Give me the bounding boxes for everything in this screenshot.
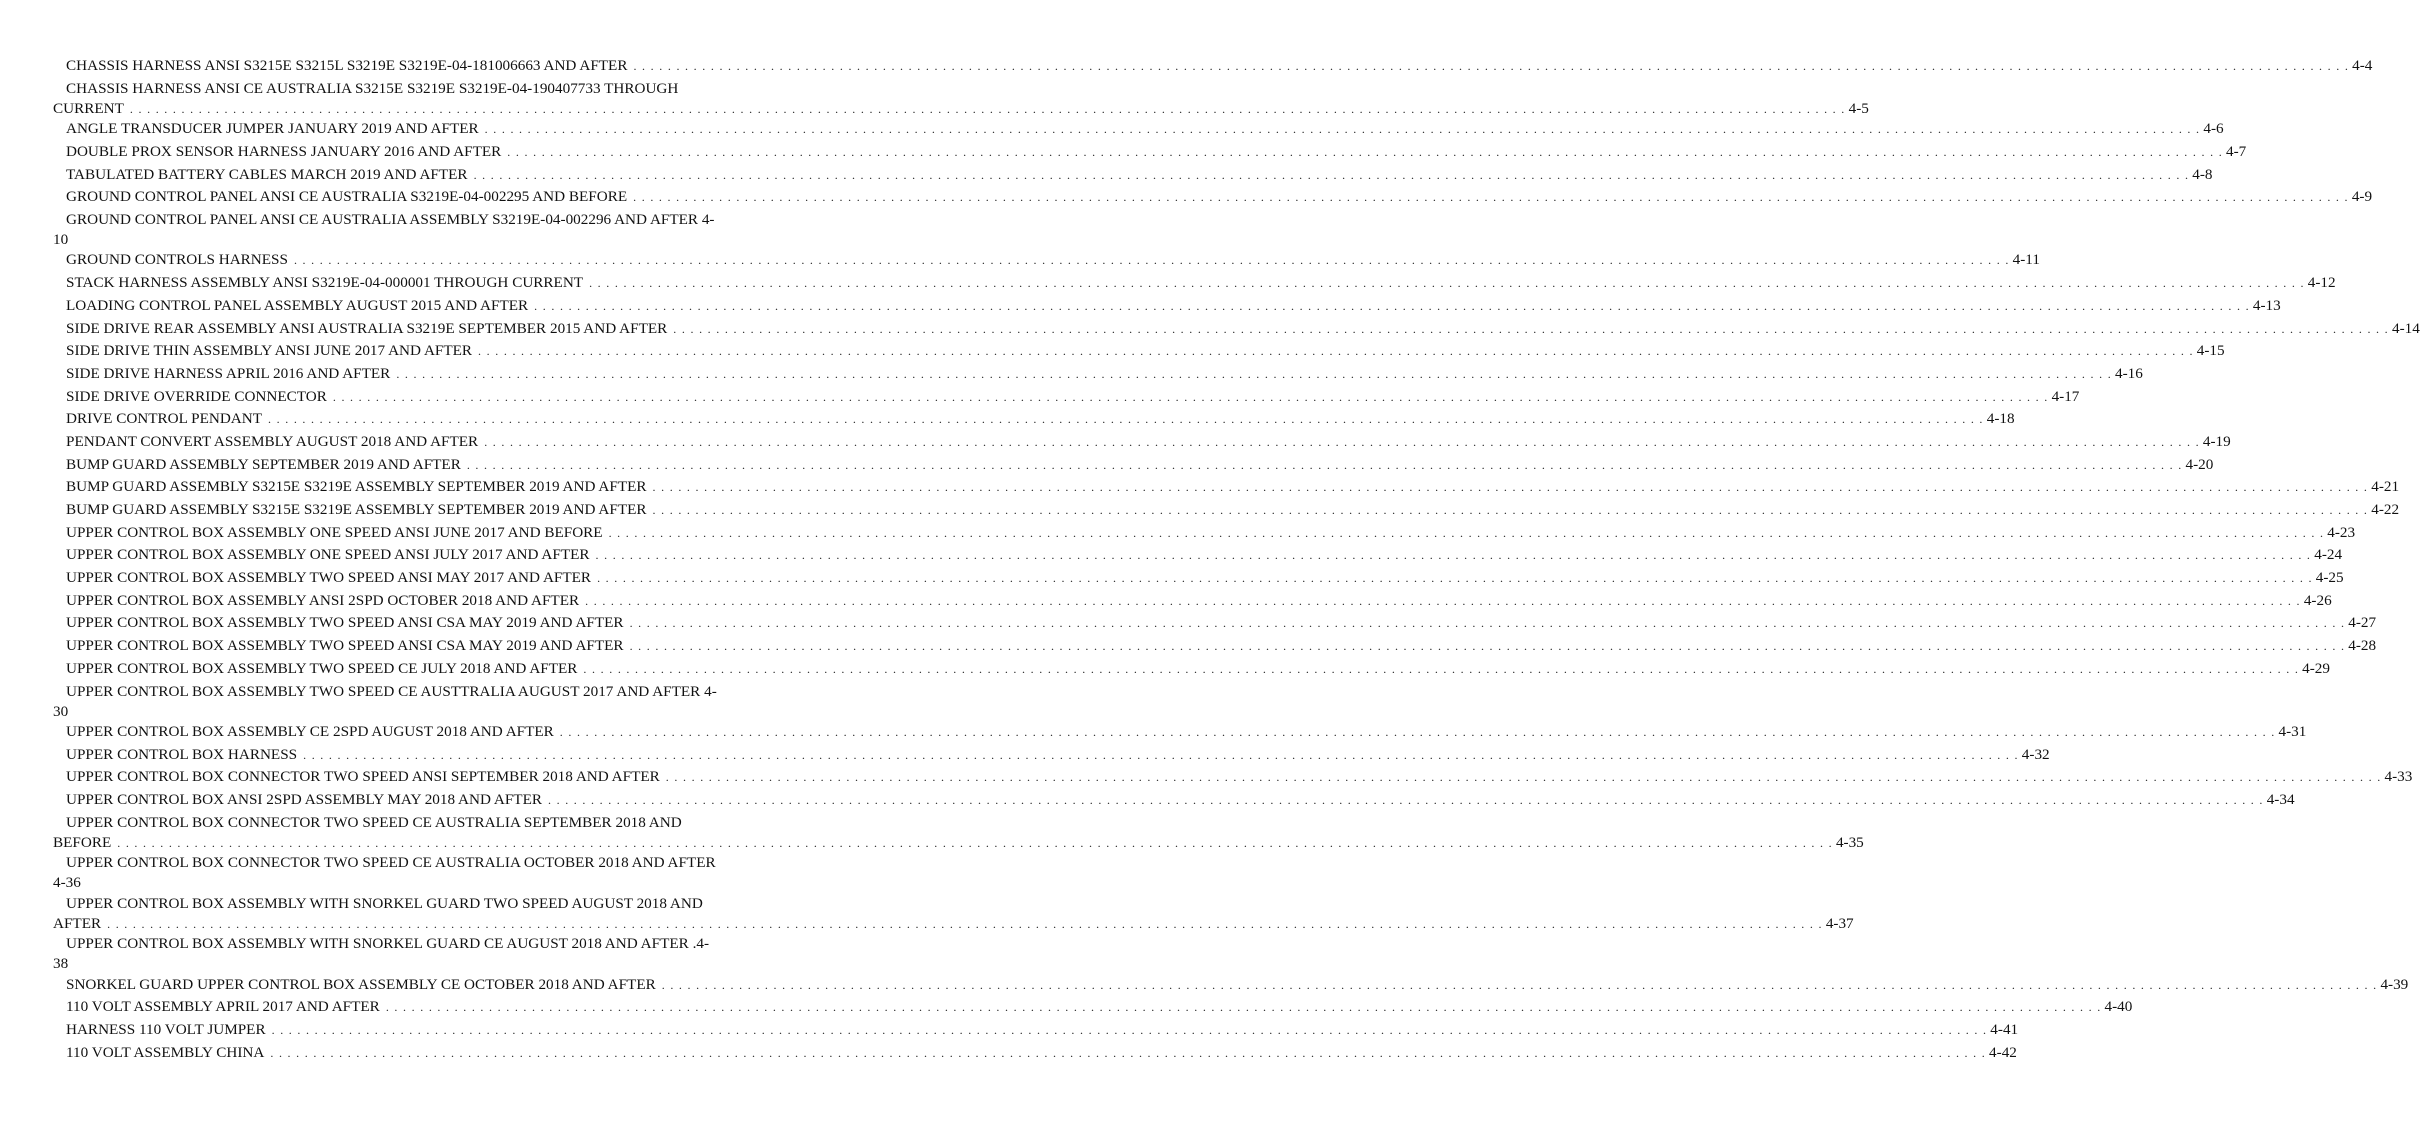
- toc-entry-title: DRIVE CONTROL PENDANT: [66, 410, 263, 428]
- toc-entry[interactable]: [53, 165, 2213, 188]
- toc-entry-page: 4-25: [2315, 569, 2344, 587]
- toc-entry[interactable]: [53, 767, 2413, 790]
- dot-leader: . . . . . . . . . . . . . . . . . . . . . . . . . . . . . . . . . . . . . . . . . . . . . . . . . . . . . . . . . . . . . . . . . . . . . . . . . . . . . . . . . . . . . . . . . . . . . . . . . . . . . . . . . . . . . . . . . . . . . . . . . . . . . . . . . . . . . . . . . . . . . . . . . . . . . . . . . . . . . . . . . . . . . . . . . . . . . . . . . . . . . . . . . . . . . . . . . . . . . . . .: [595, 548, 2312, 563]
- toc-entry-title: CHASSIS HARNESS ANSI S3215E S3215L S3219E S3219E-04-181006663 AND AFTER: [66, 57, 628, 74]
- toc-entry[interactable]: [53, 319, 2420, 342]
- dot-leader: . . . . . . . . . . . . . . . . . . . . . . . . . . . . . . . . . . . . . . . . . . . . . . . . . . . . . . . . . . . . . . . . . . . . . . . . . . . . . . . . . . . . . . . . . . . . . . . . . . . . . . . . . . . . . . . . . . . . . . . . . . . . . . . . . . . . . . . . . . . . . . . . . . . . . . . . . . . . . . . . . . . . . . . . . . . . . . . . . . . . . . . . . . . . . . . . . . . . . . . .: [117, 835, 1833, 850]
- toc-entry-page: 4-15: [2196, 342, 2225, 360]
- toc-entry-page: 4-19: [2202, 432, 2231, 450]
- toc-entry-title: LOADING CONTROL PANEL ASSEMBLY AUGUST 2015 AND AFTER: [66, 296, 529, 314]
- dot-leader: . . . . . . . . . . . . . . . . . . . . . . . . . . . . . . . . . . . . . . . . . . . . . . . . . . . . . . . . . . . . . . . . . . . . . . . . . . . . . . . . . . . . . . . . . . . . . . . . . . . . . . . . . . . . . . . . . . . . . . . . . . . . . . . . . . . . . . . . . . . . . . . . . . . . . . . . . . . . . . . . . . . . . . . . . . . . . . . . . . . . . . . . . . . . . . . . . . . . . . . .: [652, 480, 2369, 495]
- toc-entry-title: BUMP GUARD ASSEMBLY S3215E S3219E ASSEMBLY SEPTEMBER 2019 AND AFTER: [66, 501, 647, 518]
- toc-entry[interactable]: [53, 523, 2356, 546]
- dot-leader: . . . . . . . . . . . . . . . . . . . . . . . . . . . . . . . . . . . . . . . . . . . . . . . . . . . . . . . . . . . . . . . . . . . . . . . . . . . . . . . . . . . . . . . . . . . . . . . . . . . . . . . . . . . . . . . . . . . . . . . . . . . . . . . . . . . . . . . . . . . . . . . . . . . . . . . . . . . . . . . . . . . . . . . . . . . . . . . . . . . . . . . . . . . . . . . . . . . . . . . .: [473, 167, 2190, 182]
- toc-entry-title: GROUND CONTROLS HARNESS: [66, 251, 288, 269]
- dot-leader: . . . . . . . . . . . . . . . . . . . . . . . . . . . . . . . . . . . . . . . . . . . . . . . . . . . . . . . . . . . . . . . . . . . . . . . . . . . . . . . . . . . . . . . . . . . . . . . . . . . . . . . . . . . . . . . . . . . . . . . . . . . . . . . . . . . . . . . . . . . . . . . . . . . . . . . . . . . . . . . . . . . . . . . . . . . . . . . . . . . . . . . . . . . . . . . . . . . . . . . .: [597, 571, 2313, 586]
- toc-entry-title: TABULATED BATTERY CABLES MARCH 2019 AND AFTER: [66, 165, 468, 183]
- toc-entry-page: 4-26: [2303, 591, 2332, 609]
- dot-leader: . . . . . . . . . . . . . . . . . . . . . . . . . . . . . . . . . . . . . . . . . . . . . . . . . . . . . . . . . . . . . . . . . . . . . . . . . . . . . . . . . . . . . . . . . . . . . . . . . . . . . . . . . . . . . . . . . . . . . . . . . . . . . . . . . . . . . . . . . . . . . . . . . . . . . . . . . . . . . . . . . . . . . . . . . . . . . . . . . . . . . . . . . . . . . . . . . . . . . . . .: [107, 916, 1823, 931]
- toc-entry[interactable]: [53, 894, 1854, 934]
- toc-entry-page: 4-33: [2384, 768, 2413, 786]
- toc-entry-page: 4-31: [2278, 723, 2307, 740]
- toc-entry[interactable]: [53, 790, 2295, 813]
- toc-entry[interactable]: [53, 364, 2143, 387]
- toc-entry[interactable]: [53, 997, 2133, 1020]
- toc-entry-title: GROUND CONTROL PANEL ANSI CE AUSTRALIA S3219E-04-002295 AND BEFORE: [66, 188, 628, 206]
- dot-leader: . . . . . . . . . . . . . . . . . . . . . . . . . . . . . . . . . . . . . . . . . . . . . . . . . . . . . . . . . . . . . . . . . . . . . . . . . . . . . . . . . . . . . . . . . . . . . . . . . . . . . . . . . . . . . . . . . . . . . . . . . . . . . . . . . . . . . . . . . . . . . . . . . . . . . . . . . . . . . . . . . . . . . . . . . . . . . . . . . . . . . . . . . . . . . . . . . . . . . . . .: [466, 457, 2183, 472]
- toc-entry-title-line2: 10: [53, 230, 69, 248]
- toc-entry[interactable]: [53, 296, 2281, 319]
- dot-leader: . . . . . . . . . . . . . . . . . . . . . . . . . . . . . . . . . . . . . . . . . . . . . . . . . . . . . . . . . . . . . . . . . . . . . . . . . . . . . . . . . . . . . . . . . . . . . . . . . . . . . . . . . . . . . . . . . . . . . . . . . . . . . . . . . . . . . . . . . . . . . . . . . . . . . . . . . . . . . . . . . . . . . . . . . . . . . . . . . . . . . . . . . . . . . . . . . . . . . . . .: [484, 122, 2201, 137]
- toc-entry-page: 4-20: [2185, 455, 2214, 473]
- toc-entry-page: 4-28: [2348, 637, 2377, 655]
- toc-entry[interactable]: [53, 477, 2400, 500]
- toc-entry[interactable]: [53, 142, 2247, 165]
- dot-leader: . . . . . . . . . . . . . . . . . . . . . . . . . . . . . . . . . . . . . . . . . . . . . . . . . . . . . . . . . . . . . . . . . . . . . . . . . . . . . . . . . . . . . . . . . . . . . . . . . . . . . . . . . . . . . . . . . . . . . . . . . . . . . . . . . . . . . . . . . . . . . . . . . . . . . . . . . . . . . . . . . . . . . . . . . . . . . . . . . . . . . . . . . . . . . . . . . . . . . . . .: [629, 616, 2346, 631]
- toc-entry-title-line1: UPPER CONTROL BOX CONNECTOR TWO SPEED CE AUSTRALIA SEPTEMBER 2018 AND: [66, 813, 682, 831]
- dot-leader: . . . . . . . . . . . . . . . . . . . . . . . . . . . . . . . . . . . . . . . . . . . . . . . . . . . . . . . . . . . . . . . . . . . . . . . . . . . . . . . . . . . . . . . . . . . . . . . . . . . . . . . . . . . . . . . . . . . . . . . . . . . . . . . . . . . . . . . . . . . . . . . . . . . . . . . . . . . . . . . . . . . . . . . . . . . . . . . . . . . . . . . . . . . . . . . . . . . . . . . .: [270, 1045, 1987, 1060]
- toc-entry-title-line2: 4-36: [53, 874, 81, 892]
- toc-entry-page: 4-22: [2371, 501, 2400, 518]
- toc-entry-title: BUMP GUARD ASSEMBLY S3215E S3219E ASSEMBLY SEPTEMBER 2019 AND AFTER: [66, 478, 647, 496]
- toc-entry[interactable]: [53, 387, 2080, 410]
- toc-entry-page: 4-4: [2352, 57, 2373, 74]
- dot-leader: . . . . . . . . . . . . . . . . . . . . . . . . . . . . . . . . . . . . . . . . . . . . . . . . . . . . . . . . . . . . . . . . . . . . . . . . . . . . . . . . . . . . . . . . . . . . . . . . . . . . . . . . . . . . . . . . . . . . . . . . . . . . . . . . . . . . . . . . . . . . . . . . . . . . . . . . . . . . . . . . . . . . . . . . . . . . . . . . . . . . . . . . . . . . . . . . . . . . . . . .: [293, 253, 2010, 268]
- toc-entry[interactable]: [53, 187, 2373, 210]
- toc-entry[interactable]: [53, 409, 2015, 432]
- toc-entry[interactable]: [53, 745, 2050, 768]
- toc-entry-page: 4-34: [2266, 791, 2295, 809]
- dot-leader: . . . . . . . . . . . . . . . . . . . . . . . . . . . . . . . . . . . . . . . . . . . . . . . . . . . . . . . . . . . . . . . . . . . . . . . . . . . . . . . . . . . . . . . . . . . . . . . . . . . . . . . . . . . . . . . . . . . . . . . . . . . . . . . . . . . . . . . . . . . . . . . . . . . . . . . . . . . . . . . . . . . . . . . . . . . . . . . . . . . . . . . . . . . . . . . . . . . . . . . .: [271, 1023, 1988, 1038]
- toc-entry-page: 4-16: [2115, 364, 2143, 382]
- toc-entry-title: UPPER CONTROL BOX HARNESS: [66, 745, 298, 763]
- dot-leader: . . . . . . . . . . . . . . . . . . . . . . . . . . . . . . . . . . . . . . . . . . . . . . . . . . . . . . . . . . . . . . . . . . . . . . . . . . . . . . . . . . . . . . . . . . . . . . . . . . . . . . . . . . . . . . . . . . . . . . . . . . . . . . . . . . . . . . . . . . . . . . . . . . . . . . . . . . . . . . . . . . . . . . . . . . . . . . . . . . . . . . . . . . . . . . . . . . . . . . . .: [478, 344, 2194, 359]
- toc-entry[interactable]: [53, 273, 2336, 296]
- dot-leader: . . . . . . . . . . . . . . . . . . . . . . . . . . . . . . . . . . . . . . . . . . . . . . . . . . . . . . . . . . . . . . . . . . . . . . . . . . . . . . . . . . . . . . . . . . . . . . . . . . . . . . . . . . . . . . . . . . . . . . . . . . . . . . . . . . . . . . . . . . . . . . . . . . . . . . . . . . . . . . . . . . . . . . . . . . . . . . . . . . . . . . . . . . . . . . . . . . . . . . . .: [665, 770, 2382, 785]
- toc-entry-title: UPPER CONTROL BOX ASSEMBLY TWO SPEED CE JULY 2018 AND AFTER: [66, 659, 578, 677]
- toc-entry-page: 4-39: [2380, 975, 2409, 993]
- toc-entry[interactable]: [53, 455, 2214, 478]
- toc-entry-page: 4-5: [1848, 99, 1869, 117]
- toc-entry-page: 4-6: [2203, 120, 2224, 138]
- toc-entry-title-line1: UPPER CONTROL BOX ASSEMBLY WITH SNORKEL GUARD CE AUGUST 2018 AND AFTER .4-: [66, 935, 710, 953]
- toc-entry-page: 4-24: [2314, 546, 2343, 564]
- dot-leader: . . . . . . . . . . . . . . . . . . . . . . . . . . . . . . . . . . . . . . . . . . . . . . . . . . . . . . . . . . . . . . . . . . . . . . . . . . . . . . . . . . . . . . . . . . . . . . . . . . . . . . . . . . . . . . . . . . . . . . . . . . . . . . . . . . . . . . . . . . . . . . . . . . . . . . . . . . . . . . . . . . . . . . . . . . . . . . . . . . . . . . . . . . . . . . . . . . . . . . . .: [332, 389, 2049, 404]
- toc-entry-title-line1: CHASSIS HARNESS ANSI CE AUSTRALIA S3215E S3219E S3219E-04-190407733 THROUGH: [66, 79, 679, 97]
- toc-entry-title: ANGLE TRANSDUCER JUMPER JANUARY 2019 AND AFTER: [66, 120, 479, 138]
- toc-entry-page: 4-41: [1990, 1021, 2019, 1039]
- toc-entry[interactable]: [53, 636, 2377, 659]
- dot-leader: . . . . . . . . . . . . . . . . . . . . . . . . . . . . . . . . . . . . . . . . . . . . . . . . . . . . . . . . . . . . . . . . . . . . . . . . . . . . . . . . . . . . . . . . . . . . . . . . . . . . . . . . . . . . . . . . . . . . . . . . . . . . . . . . . . . . . . . . . . . . . . . . . . . . . . . . . . . . . . . . . . . . . . . . . . . . . . . . . . . . . . . . . . . . . . . . . . . . . . . .: [548, 793, 2264, 808]
- toc-entry-title-line2: 30: [53, 702, 69, 720]
- toc-entry-title: SIDE DRIVE HARNESS APRIL 2016 AND AFTER: [66, 364, 391, 382]
- toc-entry[interactable]: [53, 432, 2231, 455]
- toc-entry-title: UPPER CONTROL BOX ANSI 2SPD ASSEMBLY MAY 2018 AND AFTER: [66, 791, 542, 809]
- toc-entry-title: UPPER CONTROL BOX CONNECTOR TWO SPEED ANSI SEPTEMBER 2018 AND AFTER: [66, 768, 660, 786]
- toc-entry[interactable]: [53, 591, 2332, 614]
- toc-entry-title: UPPER CONTROL BOX ASSEMBLY CE 2SPD AUGUST 2018 AND AFTER: [66, 723, 554, 740]
- dot-leader: . . . . . . . . . . . . . . . . . . . . . . . . . . . . . . . . . . . . . . . . . . . . . . . . . . . . . . . . . . . . . . . . . . . . . . . . . . . . . . . . . . . . . . . . . . . . . . . . . . . . . . . . . . . . . . . . . . . . . . . . . . . . . . . . . . . . . . . . . . . . . . . . . . . . . . . . . . . . . . . . . . . . . . . . . . . . . . . . . . . . . . . . . . . . . . . . . . . . . . . .: [268, 412, 1984, 427]
- dot-leader: . . . . . . . . . . . . . . . . . . . . . . . . . . . . . . . . . . . . . . . . . . . . . . . . . . . . . . . . . . . . . . . . . . . . . . . . . . . . . . . . . . . . . . . . . . . . . . . . . . . . . . . . . . . . . . . . . . . . . . . . . . . . . . . . . . . . . . . . . . . . . . . . . . . . . . . . . . . . . . . . . . . . . . . . . . . . . . . . . . . . . . . . . . . . . . . . . . . . . . . .: [507, 144, 2223, 159]
- toc-entry[interactable]: [53, 79, 1869, 119]
- toc-entry-page: 4-18: [1986, 410, 2015, 428]
- toc-entry[interactable]: [53, 56, 2373, 79]
- toc-entry-page: 4-7: [2226, 142, 2247, 160]
- dot-leader: . . . . . . . . . . . . . . . . . . . . . . . . . . . . . . . . . . . . . . . . . . . . . . . . . . . . . . . . . . . . . . . . . . . . . . . . . . . . . . . . . . . . . . . . . . . . . . . . . . . . . . . . . . . . . . . . . . . . . . . . . . . . . . . . . . . . . . . . . . . . . . . . . . . . . . . . . . . . . . . . . . . . . . . . . . . . . . . . . . . . . . . . . . . . . . . . . . . . . . . .: [629, 639, 2346, 654]
- dot-leader: . . . . . . . . . . . . . . . . . . . . . . . . . . . . . . . . . . . . . . . . . . . . . . . . . . . . . . . . . . . . . . . . . . . . . . . . . . . . . . . . . . . . . . . . . . . . . . . . . . . . . . . . . . . . . . . . . . . . . . . . . . . . . . . . . . . . . . . . . . . . . . . . . . . . . . . . . . . . . . . . . . . . . . . . . . . . . . . . . . . . . . . . . . . . . . . . . . . . . . . .: [585, 593, 2301, 608]
- toc-entry[interactable]: [53, 722, 2307, 745]
- toc-entry-page: 4-27: [2348, 614, 2377, 632]
- toc-entry[interactable]: [53, 341, 2225, 364]
- toc-entry-title: 110 VOLT ASSEMBLY APRIL 2017 AND AFTER: [66, 998, 380, 1016]
- toc-entry-page: 4-29: [2302, 659, 2330, 677]
- table-of-contents: [0, 56, 2420, 1066]
- toc-entry-page: 4-35: [1835, 833, 1864, 851]
- toc-entry-title-line2: BEFORE: [53, 833, 112, 851]
- toc-entry-page: 4-37: [1825, 914, 1854, 932]
- toc-entry[interactable]: [53, 975, 2409, 998]
- toc-entry[interactable]: [53, 119, 2224, 142]
- toc-entry[interactable]: [53, 853, 813, 893]
- toc-entry[interactable]: [53, 934, 813, 974]
- toc-entry-title: SIDE DRIVE THIN ASSEMBLY ANSI JUNE 2017 AND AFTER: [66, 342, 473, 360]
- dot-leader: . . . . . . . . . . . . . . . . . . . . . . . . . . . . . . . . . . . . . . . . . . . . . . . . . . . . . . . . . . . . . . . . . . . . . . . . . . . . . . . . . . . . . . . . . . . . . . . . . . . . . . . . . . . . . . . . . . . . . . . . . . . . . . . . . . . . . . . . . . . . . . . . . . . . . . . . . . . . . . . . . . . . . . . . . . . . . . . . . . . . . . . . . . . . . . . . . . . . . . . .: [583, 661, 2300, 676]
- toc-entry-page: 4-12: [2307, 274, 2336, 292]
- dot-leader: . . . . . . . . . . . . . . . . . . . . . . . . . . . . . . . . . . . . . . . . . . . . . . . . . . . . . . . . . . . . . . . . . . . . . . . . . . . . . . . . . . . . . . . . . . . . . . . . . . . . . . . . . . . . . . . . . . . . . . . . . . . . . . . . . . . . . . . . . . . . . . . . . . . . . . . . . . . . . . . . . . . . . . . . . . . . . . . . . . . . . . . . . . . . . . . . . . . . . . . .: [484, 434, 2200, 449]
- toc-entry-page: 4-14: [2391, 319, 2420, 337]
- toc-entry-title-line1: UPPER CONTROL BOX CONNECTOR TWO SPEED CE AUSTRALIA OCTOBER 2018 AND AFTER: [66, 854, 716, 872]
- dot-leader: . . . . . . . . . . . . . . . . . . . . . . . . . . . . . . . . . . . . . . . . . . . . . . . . . . . . . . . . . . . . . . . . . . . . . . . . . . . . . . . . . . . . . . . . . . . . . . . . . . . . . . . . . . . . . . . . . . . . . . . . . . . . . . . . . . . . . . . . . . . . . . . . . . . . . . . . . . . . . . . . . . . . . . . . . . . . . . . . . . . . . . . . . . . . . . . . . . . . . . . .: [589, 276, 2305, 291]
- toc-entry-title: UPPER CONTROL BOX ASSEMBLY TWO SPEED ANSI CSA MAY 2019 AND AFTER: [66, 614, 624, 632]
- dot-leader: . . . . . . . . . . . . . . . . . . . . . . . . . . . . . . . . . . . . . . . . . . . . . . . . . . . . . . . . . . . . . . . . . . . . . . . . . . . . . . . . . . . . . . . . . . . . . . . . . . . . . . . . . . . . . . . . . . . . . . . . . . . . . . . . . . . . . . . . . . . . . . . . . . . . . . . . . . . . . . . . . . . . . . . . . . . . . . . . . . . . . . . . . . . . . . . . . . . . . . . .: [385, 1000, 2102, 1015]
- toc-entry[interactable]: [53, 1020, 2019, 1043]
- toc-entry-title: UPPER CONTROL BOX ASSEMBLY TWO SPEED ANSI MAY 2017 AND AFTER: [66, 569, 592, 587]
- toc-entry[interactable]: [53, 659, 2330, 682]
- toc-entry[interactable]: [53, 500, 2400, 523]
- toc-entry-title: UPPER CONTROL BOX ASSEMBLY ANSI 2SPD OCTOBER 2018 AND AFTER: [66, 591, 580, 609]
- dot-leader: . . . . . . . . . . . . . . . . . . . . . . . . . . . . . . . . . . . . . . . . . . . . . . . . . . . . . . . . . . . . . . . . . . . . . . . . . . . . . . . . . . . . . . . . . . . . . . . . . . . . . . . . . . . . . . . . . . . . . . . . . . . . . . . . . . . . . . . . . . . . . . . . . . . . . . . . . . . . . . . . . . . . . . . . . . . . . . . . . . . . . . . . . . . . . . . . . . . . . . . .: [633, 59, 2350, 73]
- toc-entry[interactable]: [53, 545, 2343, 568]
- toc-entry-title-line2: AFTER: [53, 914, 102, 932]
- toc-entry-title-line2: 38: [53, 955, 69, 973]
- toc-entry-title: BUMP GUARD ASSEMBLY SEPTEMBER 2019 AND AFTER: [66, 455, 461, 473]
- toc-entry-title: STACK HARNESS ASSEMBLY ANSI S3219E-04-000001 THROUGH CURRENT: [66, 274, 584, 292]
- toc-entry-title: UPPER CONTROL BOX ASSEMBLY TWO SPEED ANSI CSA MAY 2019 AND AFTER: [66, 637, 624, 655]
- toc-entry[interactable]: [53, 210, 813, 250]
- toc-entry-page: 4-17: [2051, 387, 2080, 405]
- dot-leader: . . . . . . . . . . . . . . . . . . . . . . . . . . . . . . . . . . . . . . . . . . . . . . . . . . . . . . . . . . . . . . . . . . . . . . . . . . . . . . . . . . . . . . . . . . . . . . . . . . . . . . . . . . . . . . . . . . . . . . . . . . . . . . . . . . . . . . . . . . . . . . . . . . . . . . . . . . . . . . . . . . . . . . . . . . . . . . . . . . . . . . . . . . . . . . . . . . . . . . . .: [559, 725, 2276, 739]
- toc-entry-page: 4-23: [2327, 523, 2356, 541]
- toc-entry-page: 4-21: [2371, 478, 2400, 496]
- toc-entry-page: 4-32: [2021, 745, 2050, 763]
- dot-leader: . . . . . . . . . . . . . . . . . . . . . . . . . . . . . . . . . . . . . . . . . . . . . . . . . . . . . . . . . . . . . . . . . . . . . . . . . . . . . . . . . . . . . . . . . . . . . . . . . . . . . . . . . . . . . . . . . . . . . . . . . . . . . . . . . . . . . . . . . . . . . . . . . . . . . . . . . . . . . . . . . . . . . . . . . . . . . . . . . . . . . . . . . . . . . . . . . . . . . . . .: [303, 747, 2019, 762]
- toc-entry-title-line2: CURRENT: [53, 99, 124, 117]
- toc-entry-title: PENDANT CONVERT ASSEMBLY AUGUST 2018 AND AFTER: [66, 432, 479, 450]
- dot-leader: . . . . . . . . . . . . . . . . . . . . . . . . . . . . . . . . . . . . . . . . . . . . . . . . . . . . . . . . . . . . . . . . . . . . . . . . . . . . . . . . . . . . . . . . . . . . . . . . . . . . . . . . . . . . . . . . . . . . . . . . . . . . . . . . . . . . . . . . . . . . . . . . . . . . . . . . . . . . . . . . . . . . . . . . . . . . . . . . . . . . . . . . . . . . . . . . . . . . . . . .: [129, 101, 1846, 116]
- dot-leader: . . . . . . . . . . . . . . . . . . . . . . . . . . . . . . . . . . . . . . . . . . . . . . . . . . . . . . . . . . . . . . . . . . . . . . . . . . . . . . . . . . . . . . . . . . . . . . . . . . . . . . . . . . . . . . . . . . . . . . . . . . . . . . . . . . . . . . . . . . . . . . . . . . . . . . . . . . . . . . . . . . . . . . . . . . . . . . . . . . . . . . . . . . . . . . . . . . . . . . . .: [652, 503, 2369, 517]
- toc-entry[interactable]: [53, 250, 2040, 273]
- toc-entry[interactable]: [53, 568, 2344, 591]
- toc-entry-title: SIDE DRIVE OVERRIDE CONNECTOR: [66, 387, 327, 405]
- toc-entry-title: UPPER CONTROL BOX ASSEMBLY ONE SPEED ANSI JULY 2017 AND AFTER: [66, 546, 590, 564]
- toc-entry-page: 4-9: [2351, 188, 2373, 206]
- dot-leader: . . . . . . . . . . . . . . . . . . . . . . . . . . . . . . . . . . . . . . . . . . . . . . . . . . . . . . . . . . . . . . . . . . . . . . . . . . . . . . . . . . . . . . . . . . . . . . . . . . . . . . . . . . . . . . . . . . . . . . . . . . . . . . . . . . . . . . . . . . . . . . . . . . . . . . . . . . . . . . . . . . . . . . . . . . . . . . . . . . . . . . . . . . . . . . . . . . . . . . . .: [534, 298, 2250, 313]
- toc-entry-title: UPPER CONTROL BOX ASSEMBLY ONE SPEED ANSI JUNE 2017 AND BEFORE: [66, 523, 603, 541]
- toc-entry-title: SNORKEL GUARD UPPER CONTROL BOX ASSEMBLY CE OCTOBER 2018 AND AFTER: [66, 975, 656, 993]
- dot-leader: . . . . . . . . . . . . . . . . . . . . . . . . . . . . . . . . . . . . . . . . . . . . . . . . . . . . . . . . . . . . . . . . . . . . . . . . . . . . . . . . . . . . . . . . . . . . . . . . . . . . . . . . . . . . . . . . . . . . . . . . . . . . . . . . . . . . . . . . . . . . . . . . . . . . . . . . . . . . . . . . . . . . . . . . . . . . . . . . . . . . . . . . . . . . . . . . . . . . . . . .: [661, 977, 2378, 992]
- dot-leader: . . . . . . . . . . . . . . . . . . . . . . . . . . . . . . . . . . . . . . . . . . . . . . . . . . . . . . . . . . . . . . . . . . . . . . . . . . . . . . . . . . . . . . . . . . . . . . . . . . . . . . . . . . . . . . . . . . . . . . . . . . . . . . . . . . . . . . . . . . . . . . . . . . . . . . . . . . . . . . . . . . . . . . . . . . . . . . . . . . . . . . . . . . . . . . . . . . . . . . . .: [633, 190, 2349, 205]
- toc-entry-title-line1: UPPER CONTROL BOX ASSEMBLY TWO SPEED CE AUSTTRALIA AUGUST 2017 AND AFTER 4-: [66, 682, 717, 700]
- toc-entry-title-line1: UPPER CONTROL BOX ASSEMBLY WITH SNORKEL GUARD TWO SPEED AUGUST 2018 AND: [66, 894, 703, 912]
- toc-entry-title-line1: GROUND CONTROL PANEL ANSI CE AUSTRALIA ASSEMBLY S3219E-04-002296 AND AFTER 4-: [66, 210, 715, 228]
- toc-entry[interactable]: [53, 1043, 2017, 1066]
- toc-entry-title: 110 VOLT ASSEMBLY CHINA: [66, 1043, 265, 1061]
- dot-leader: . . . . . . . . . . . . . . . . . . . . . . . . . . . . . . . . . . . . . . . . . . . . . . . . . . . . . . . . . . . . . . . . . . . . . . . . . . . . . . . . . . . . . . . . . . . . . . . . . . . . . . . . . . . . . . . . . . . . . . . . . . . . . . . . . . . . . . . . . . . . . . . . . . . . . . . . . . . . . . . . . . . . . . . . . . . . . . . . . . . . . . . . . . . . . . . . . . . . . . . .: [396, 366, 2113, 381]
- toc-entry-page: 4-40: [2104, 998, 2133, 1016]
- toc-entry-title: SIDE DRIVE REAR ASSEMBLY ANSI AUSTRALIA S3219E SEPTEMBER 2015 AND AFTER: [66, 319, 668, 337]
- toc-entry-page: 4-13: [2252, 296, 2281, 314]
- toc-entry-page: 4-8: [2192, 165, 2213, 183]
- toc-entry-title: HARNESS 110 VOLT JUMPER: [66, 1021, 266, 1039]
- toc-entry-page: 4-42: [1989, 1043, 2017, 1061]
- toc-entry[interactable]: [53, 613, 2377, 636]
- toc-entry-page: 4-11: [2012, 251, 2040, 269]
- dot-leader: . . . . . . . . . . . . . . . . . . . . . . . . . . . . . . . . . . . . . . . . . . . . . . . . . . . . . . . . . . . . . . . . . . . . . . . . . . . . . . . . . . . . . . . . . . . . . . . . . . . . . . . . . . . . . . . . . . . . . . . . . . . . . . . . . . . . . . . . . . . . . . . . . . . . . . . . . . . . . . . . . . . . . . . . . . . . . . . . . . . . . . . . . . . . . . . . . . . . . . . .: [673, 321, 2389, 336]
- toc-entry[interactable]: [53, 813, 1864, 853]
- dot-leader: . . . . . . . . . . . . . . . . . . . . . . . . . . . . . . . . . . . . . . . . . . . . . . . . . . . . . . . . . . . . . . . . . . . . . . . . . . . . . . . . . . . . . . . . . . . . . . . . . . . . . . . . . . . . . . . . . . . . . . . . . . . . . . . . . . . . . . . . . . . . . . . . . . . . . . . . . . . . . . . . . . . . . . . . . . . . . . . . . . . . . . . . . . . . . . . . . . . . . . . .: [608, 525, 2325, 540]
- toc-entry-title: DOUBLE PROX SENSOR HARNESS JANUARY 2016 AND AFTER: [66, 142, 502, 160]
- toc-entry[interactable]: [53, 682, 813, 722]
